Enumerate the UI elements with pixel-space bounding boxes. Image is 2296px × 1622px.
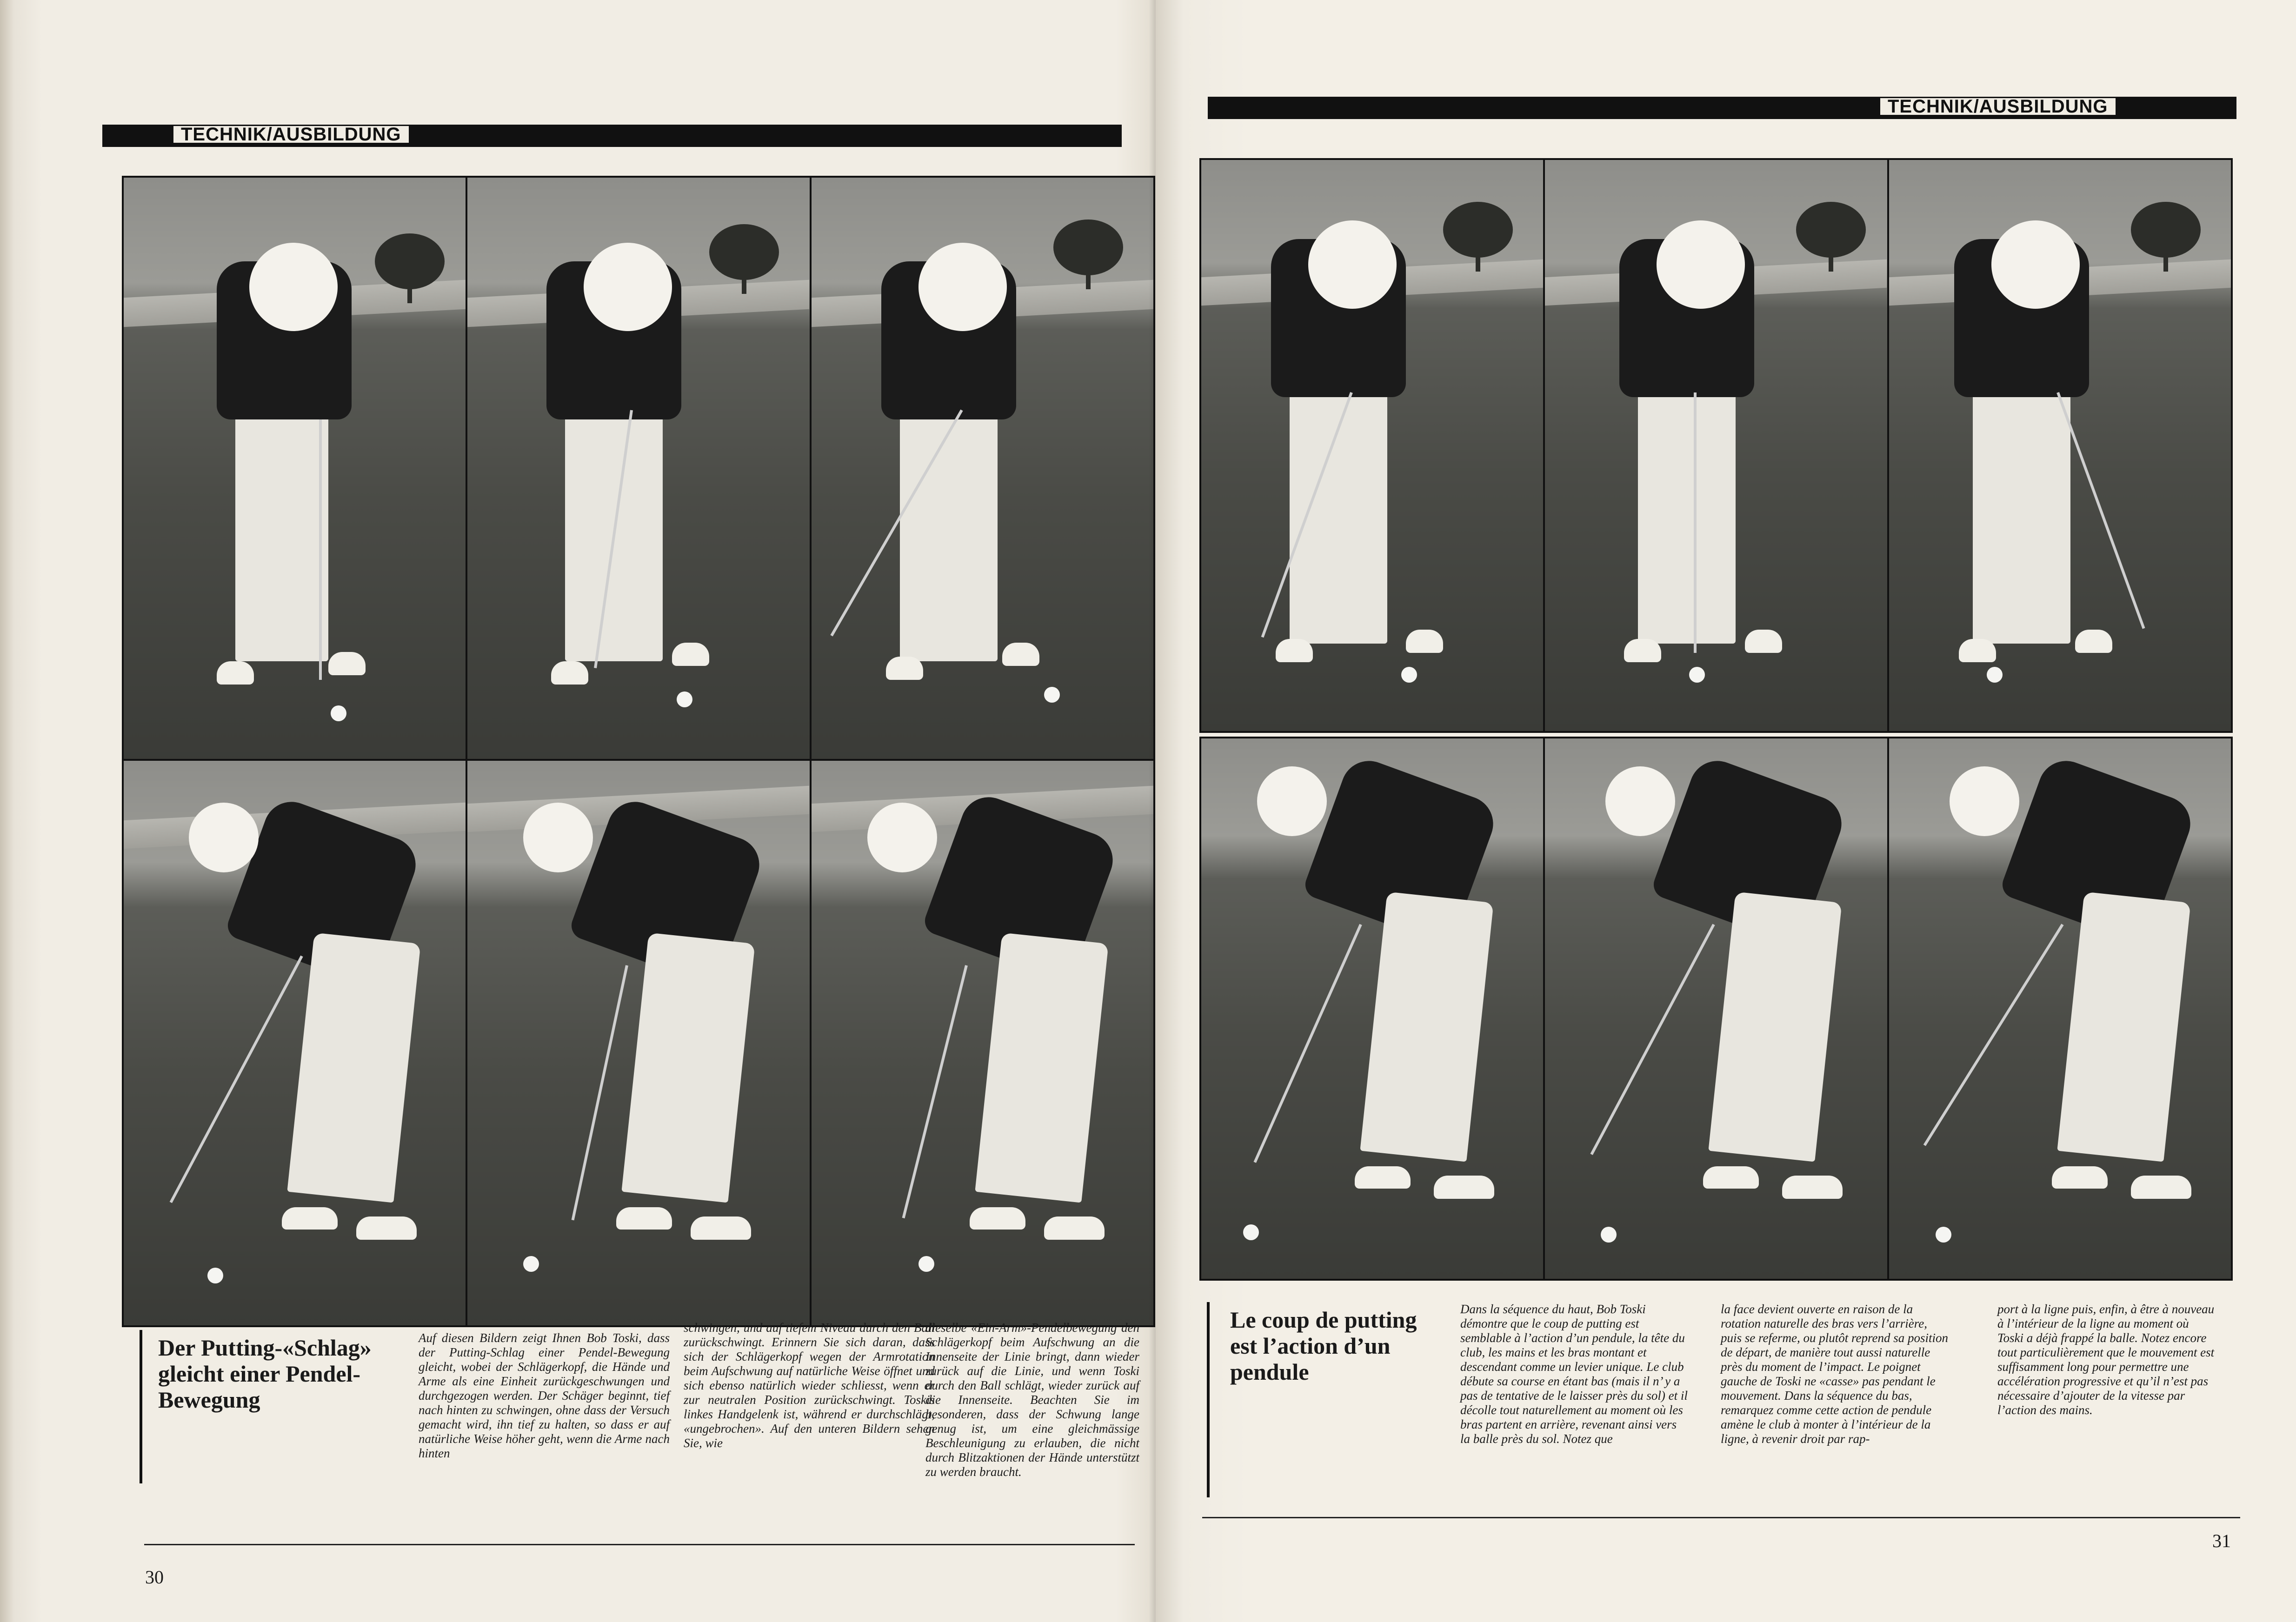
photo: [1889, 160, 2231, 731]
left-column-2: schwingen, und auf tiefem Niveau durch den Ball zurückschwingt. Erinnern Sie sich daran, dass sich der Schlägerkopf wegen der Armrotation beim Aufschwung auf natürliche Weise öffnet und sich ebenso natürlich wieder schliesst, wenn er zur neutralen Position zurückschwingt. Toskis linkes Handgelenk ist, während er durchschlägt, «ungebrochen». Auf den unteren Bildern sehen Sie, wie: [684, 1321, 935, 1450]
photo: [1545, 738, 1887, 1279]
photo: [812, 761, 1153, 1325]
photo: [467, 761, 809, 1325]
right-section-label: TECHNIK/AUSBILDUNG: [1879, 97, 2117, 116]
left-headline: Der Putting-«Schlag» gleicht einer Pendel-Bewegung: [158, 1335, 372, 1413]
photo: [1889, 738, 2231, 1279]
right-column-3: port à la ligne puis, enfin, à être à nouveau à l’intérieur de la ligne au moment où Toski a déjà frappé la balle. Notez encore tout particulièrement que le mouvement est suffisamment long pour permettre une accélération progressive et qu’il n’est pas nécessaire d’ajouter de la vitesse par l’action des mains.: [1997, 1302, 2215, 1417]
left-section-label: TECHNIK/AUSBILDUNG: [172, 125, 410, 144]
right-headline: Le coup de putting est l’action d’un pendule: [1230, 1307, 1417, 1385]
right-bottom-photo-strip: [1199, 737, 2233, 1281]
photo: [1201, 738, 1543, 1279]
right-column-2: la face devient ouverte en raison de la rotation naturelle des bras vers l’arrière, puis se referme, ou plutôt reprend sa position de départ, de manière tout aussi naturelle près du moment de l’impact. Le poignet gauche de Toski ne «casse» pas pendant le mouvement. Dans la séquence du bas, remarquez comme cette action de pendule amène le club à monter à l’intérieur de la ligne, à revenir droit par rap-: [1721, 1302, 1948, 1446]
photo: [1201, 160, 1543, 731]
photo: [812, 178, 1153, 763]
right-column-1: Dans la séquence du haut, Bob Toski démontre que le coup de putting est semblable à l’action d’un pendule, la tête du club, les mains et les bras montant et descendant comme un levier unique. Le club débute sa course en étant bas (mais il n’ y a pas de tentative de le laisser près du sol) et il décolle tout naturellement au moment où les bras partent en arrière, revenant ainsi vers la balle près du sol. Notez que: [1460, 1302, 1688, 1446]
photo: [467, 178, 809, 763]
left-column-3: dieselbe «Ein-Arm»-Pendelbewegung den Schlägerkopf beim Aufschwung an die Innenseite der Linie bringt, dann wieder zurück auf die Linie, und wenn Toski durch den Ball schlägt, wieder zurück auf die Innenseite. Beachten Sie im besonderen, dass der Schwung lange genug ist, um eine gleichmässige Beschleunigung zu erlauben, die nicht durch Blitzaktionen der Hände unterstützt zu werden braucht.: [925, 1321, 1139, 1479]
left-footer-rule: [144, 1544, 1135, 1545]
left-column-1: Auf diesen Bildern zeigt Ihnen Bob Toski, dass der Putting-Schlag einer Pendel-Bewegung gleicht, wobei der Schlägerkopf, die Hände und Arme als eine Einheit zurückgeschwungen und durchgezogen werden. Der Schäger beginnt, tief nach hinten zu schwingen, ohne dass der Versuch gemacht wird, ihn tief zu halten, so dass er auf natürliche Weise höher geht, wenn die Arme nach hinten: [419, 1331, 670, 1460]
photo: [124, 761, 466, 1325]
right-page: [1156, 0, 2296, 1622]
left-page-number: 30: [145, 1567, 164, 1588]
headline-rule: [1207, 1302, 1210, 1497]
right-footer-rule: [1202, 1517, 2240, 1518]
right-top-photo-strip: [1199, 158, 2233, 733]
left-top-photo-strip: [122, 176, 1155, 764]
right-page-number: 31: [2212, 1530, 2231, 1551]
headline-rule: [140, 1330, 142, 1483]
photo: [124, 178, 466, 763]
left-bottom-photo-strip: [122, 759, 1155, 1327]
photo: [1545, 160, 1887, 731]
